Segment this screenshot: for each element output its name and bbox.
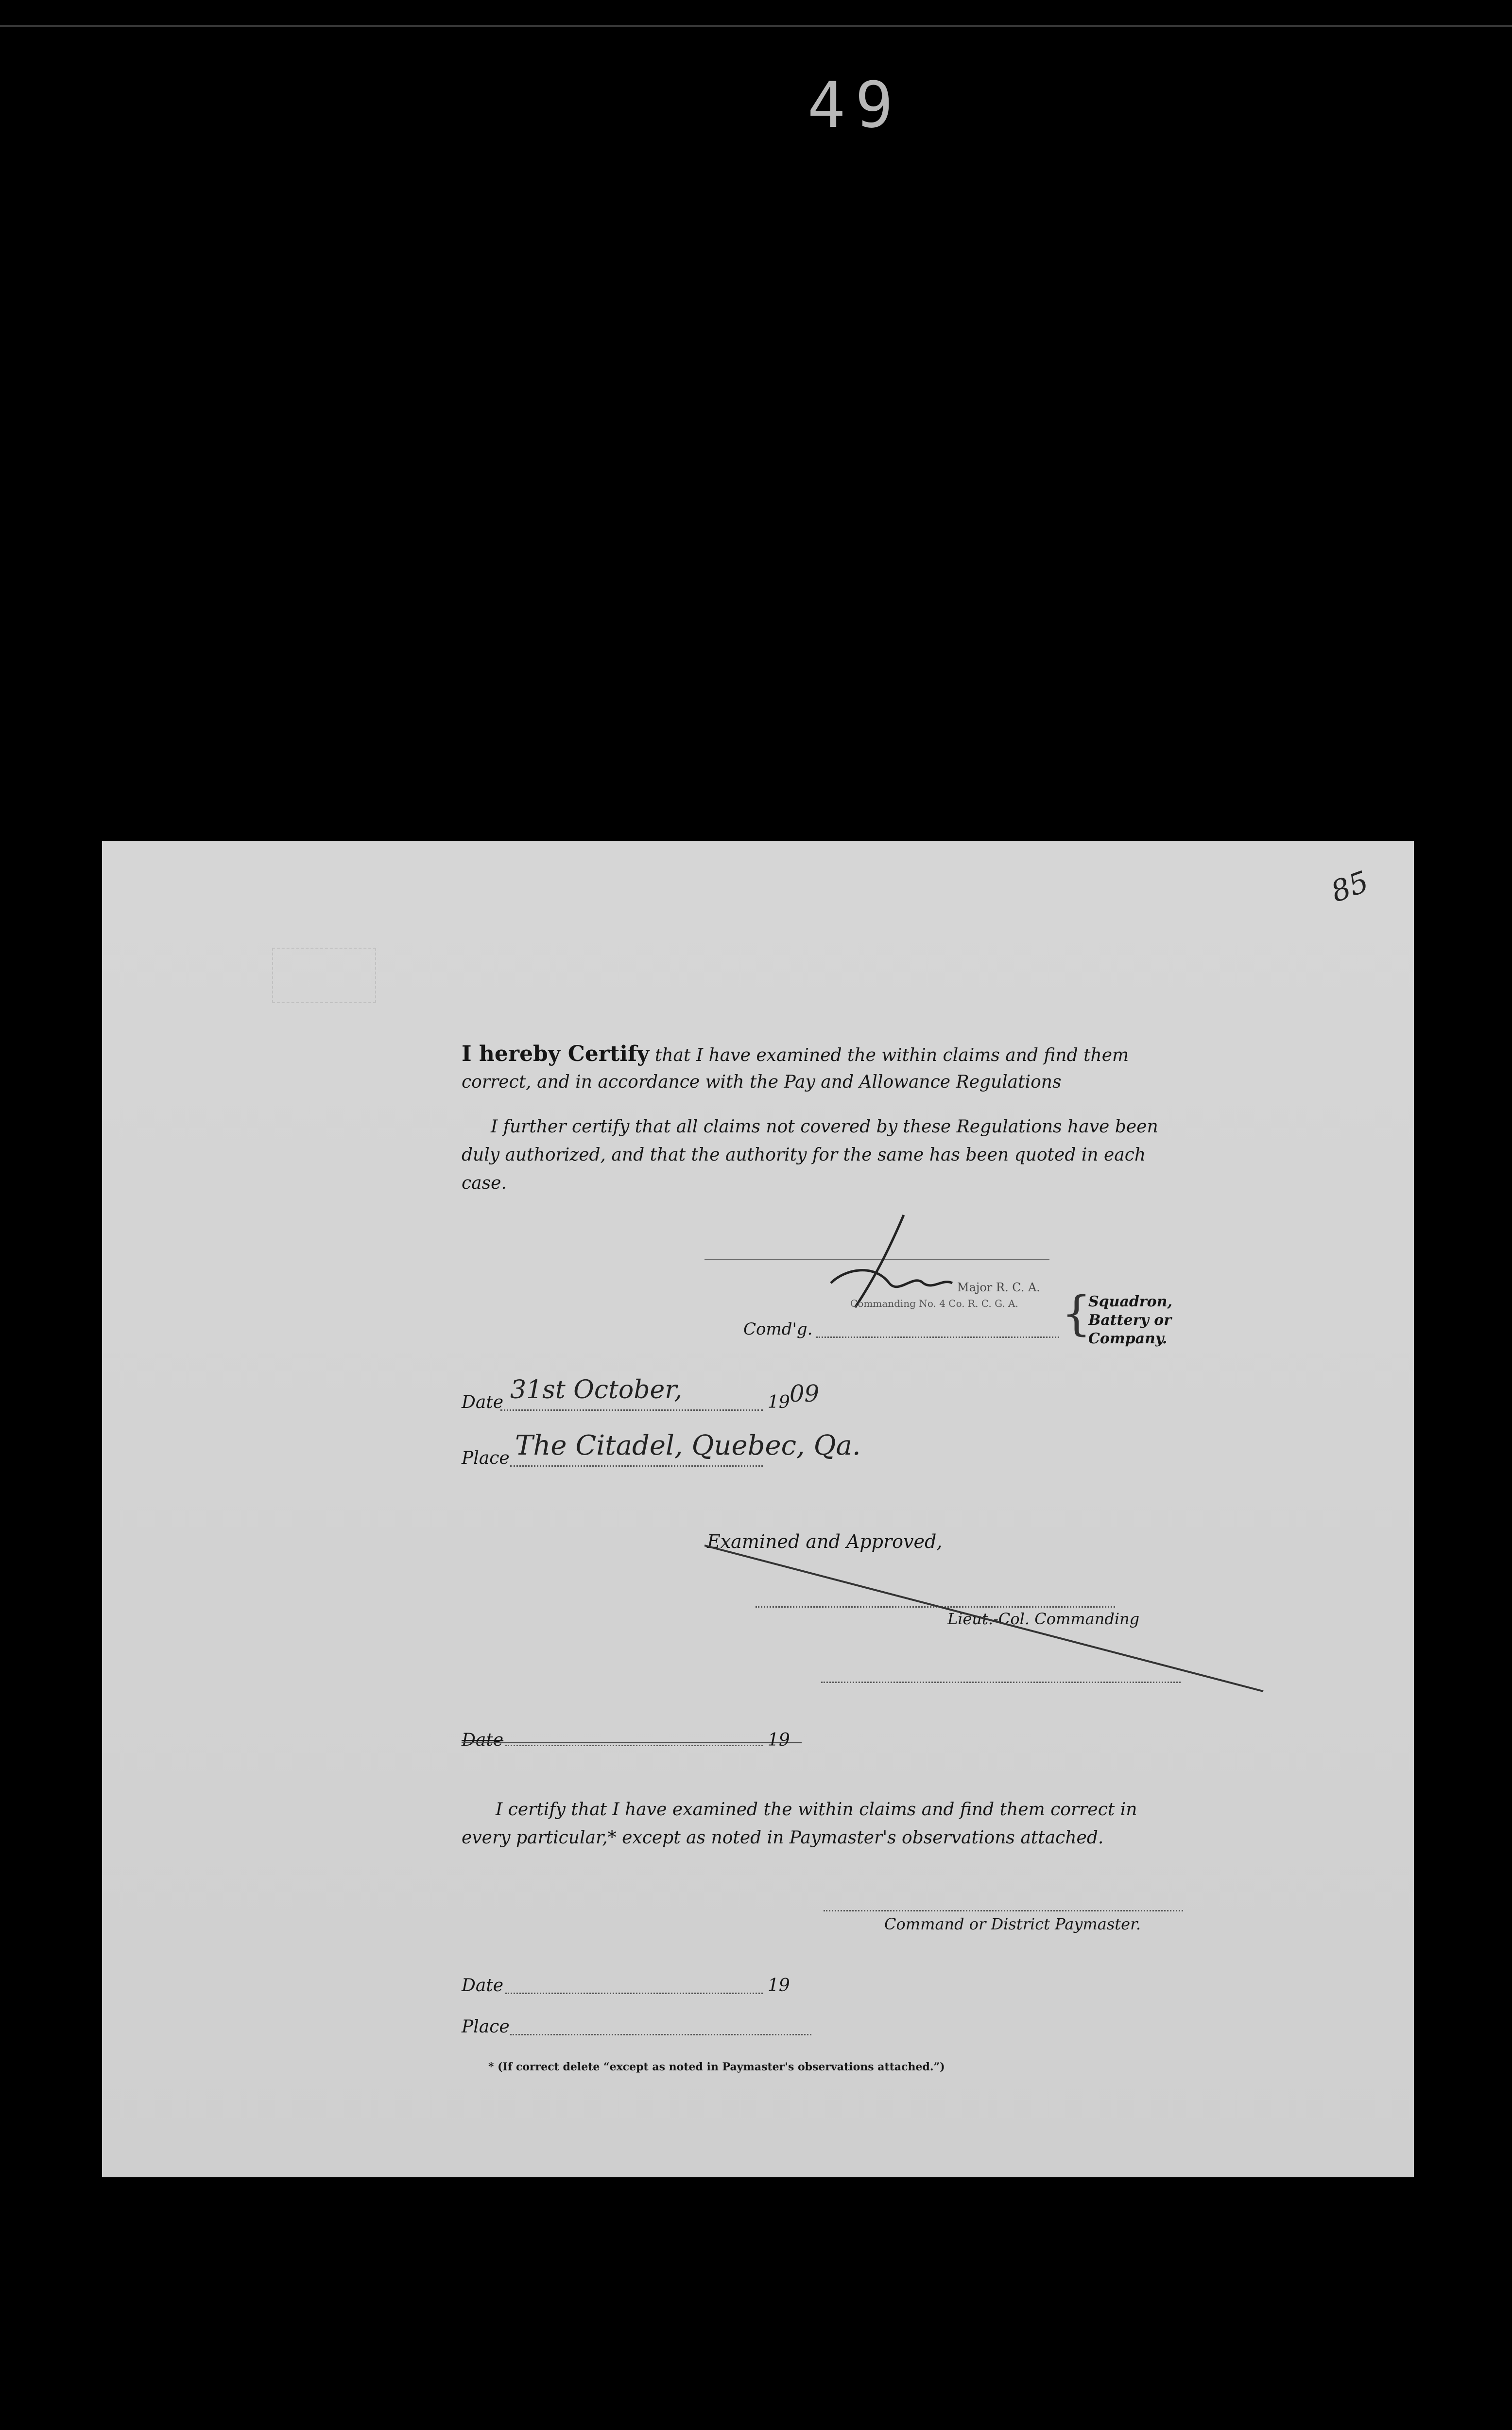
comdg-label: Comd'g. — [743, 1319, 813, 1339]
faint-stamp — [272, 948, 376, 1003]
certify-line-2: correct, and in accordance with the Pay and Allowance Regulations — [462, 1072, 1062, 1092]
certify2-line-2: every particular,* except as noted in Paymaster's observations attached. — [462, 1828, 1104, 1848]
date3-label: Date — [462, 1976, 504, 1996]
further-line-3: case. — [462, 1173, 507, 1193]
date3-year: 19 — [768, 1976, 790, 1996]
place-label: Place — [462, 1448, 510, 1468]
strike-through-line — [700, 1541, 1273, 1701]
signature-rank: Major R. C. A. — [957, 1281, 1040, 1294]
footnote: * (If correct delete “except as noted in Paymaster's observations attached.”) — [488, 2061, 945, 2073]
unit-brace: { — [1062, 1286, 1092, 1341]
paymaster-label: Command or District Paymaster. — [884, 1915, 1141, 1933]
year-prefix: 19 — [768, 1392, 790, 1412]
date2-year: 19 — [768, 1730, 790, 1750]
date2-label: Date — [462, 1730, 504, 1750]
top-border-line — [0, 25, 1512, 27]
certify-line-1: I hereby Certify that I have examined the within claims and find them — [462, 1041, 1129, 1066]
date2-strike — [462, 1742, 802, 1743]
unit-type-label: Squadron, Battery or Company. — [1088, 1293, 1172, 1347]
further-line-1: I further certify that all claims not covered by these Regulations have been — [491, 1117, 1158, 1137]
date-value: 31st October, — [510, 1375, 682, 1405]
further-line-2: duly authorized, and that the authority for the same has been quoted in each — [462, 1145, 1146, 1165]
place3-line — [510, 2034, 811, 2035]
certify-heading: I hereby Certify — [462, 1041, 650, 1066]
signature-command: Commanding No. 4 Co. R. C. G. A. — [850, 1298, 1018, 1309]
place3-label: Place — [462, 2017, 510, 2037]
date2-line — [505, 1745, 763, 1746]
place-value: The Citadel, Quebec, Qa. — [515, 1430, 861, 1461]
frame-number: 49 — [807, 68, 903, 142]
corner-note: 85 — [1326, 865, 1374, 909]
certificate-document — [102, 841, 1414, 2177]
lieut-col-label: Lieut.-Col. Commanding — [947, 1610, 1140, 1628]
place-line — [510, 1465, 763, 1467]
date-label: Date — [462, 1392, 504, 1412]
date3-line — [505, 1993, 763, 1994]
comdg-line — [816, 1336, 1059, 1338]
paymaster-signature-line — [824, 1910, 1183, 1911]
date-line — [500, 1409, 763, 1411]
certify2-line-1: I certify that I have examined the within claims and find them correct in — [496, 1800, 1137, 1820]
year-value: 09 — [790, 1380, 820, 1407]
examined-approved: Examined and Approved, — [707, 1531, 943, 1552]
